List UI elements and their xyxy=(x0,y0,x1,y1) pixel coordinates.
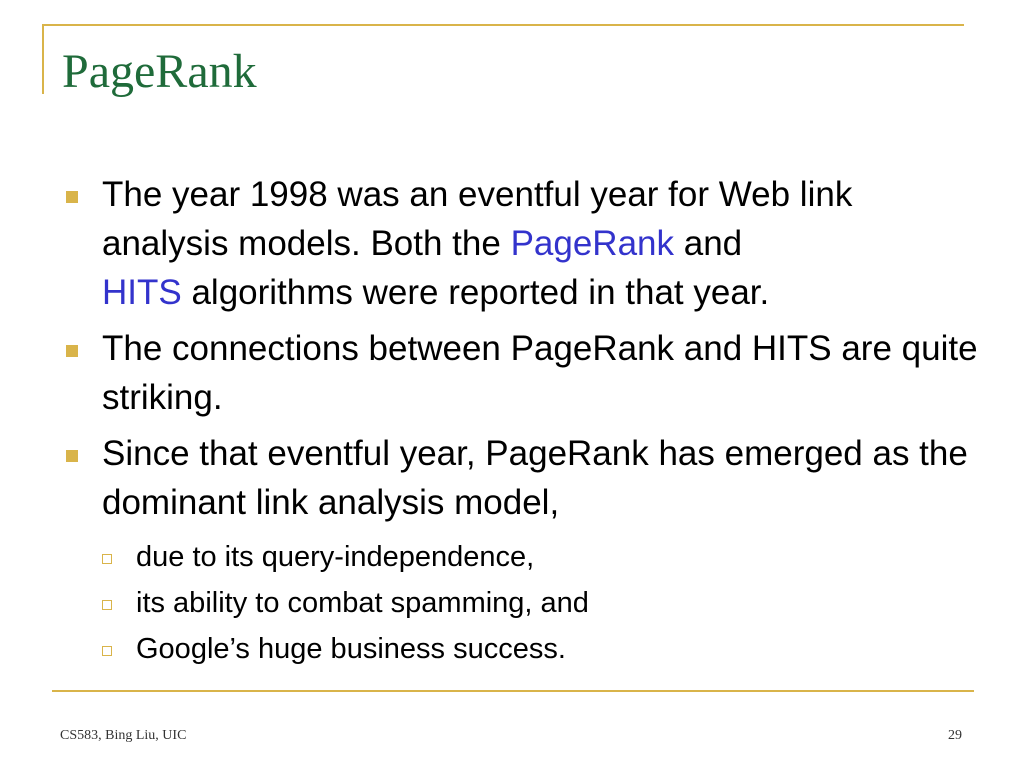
sub-bullet-item-2 xyxy=(62,580,982,626)
square-bullet-icon xyxy=(66,191,78,203)
pagerank-link[interactable]: PageRank xyxy=(510,224,675,263)
sub-bullet-list xyxy=(62,534,982,672)
square-bullet-icon xyxy=(66,450,78,462)
sub-bullet-text-2: its ability to combat spamming, and xyxy=(136,587,589,619)
bullet-text-3: Since that eventful year, PageRank has emerged as the dominant link analysis model, xyxy=(102,434,968,522)
bullet-item-1 xyxy=(62,170,982,317)
footer-course-label: CS583, Bing Liu, UIC xyxy=(60,728,187,743)
footer-rule xyxy=(52,690,974,692)
bullet-text-2: The connections between PageRank and HITS are quite striking. xyxy=(102,329,978,417)
bullet-text-1b: and xyxy=(674,224,743,263)
sub-bullet-item-1 xyxy=(62,534,982,580)
bullet-text-1a: The year 1998 was an eventful year for Web link analysis models. Both the xyxy=(102,175,853,263)
sub-bullet-text-3: Google’s huge business success. xyxy=(136,633,566,665)
hollow-square-bullet-icon xyxy=(102,554,112,564)
slide-body xyxy=(62,170,982,672)
bullet-item-3 xyxy=(62,429,982,527)
hits-link[interactable]: HITS xyxy=(102,273,182,312)
slide-title: PageRank xyxy=(62,45,257,98)
sub-bullet-text-1: due to its query-independence, xyxy=(136,541,535,573)
page-number: 29 xyxy=(948,728,962,743)
bullet-item-2 xyxy=(62,324,982,422)
hollow-square-bullet-icon xyxy=(102,600,112,610)
frame-top-rule xyxy=(42,24,964,26)
sub-bullet-item-3 xyxy=(62,626,982,672)
frame-left-rule xyxy=(42,24,44,94)
bullet-text-1c: algorithms were reported in that year. xyxy=(181,273,770,312)
hollow-square-bullet-icon xyxy=(102,646,112,656)
square-bullet-icon xyxy=(66,345,78,357)
